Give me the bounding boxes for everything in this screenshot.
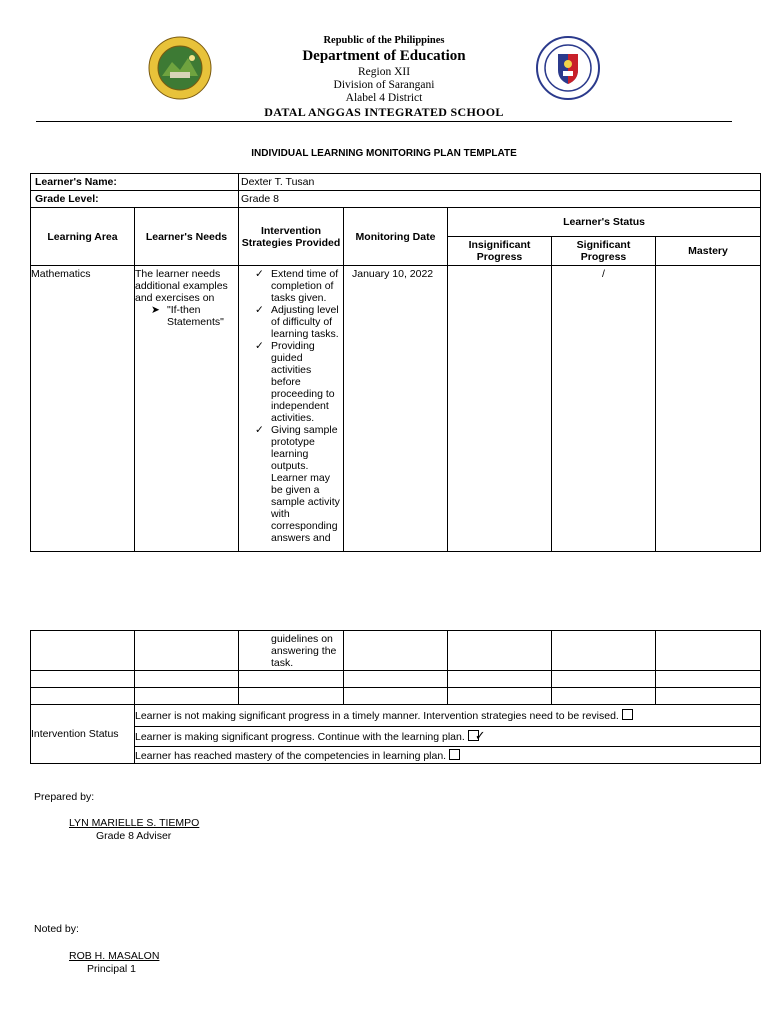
cont-cell bbox=[448, 631, 552, 671]
cont-strategy-cell bbox=[239, 631, 344, 671]
empty-cell bbox=[239, 671, 344, 688]
strategy-item: ✓ Providing guided activities before proceeding to independent activities. bbox=[255, 340, 335, 424]
noted-by-title: Principal 1 bbox=[87, 963, 137, 975]
check-bullet-icon: ✓ bbox=[255, 304, 264, 316]
empty-cell bbox=[239, 688, 344, 705]
cont-cell bbox=[31, 631, 135, 671]
col-significant: Significant Progress bbox=[552, 237, 656, 266]
division-line: Division of Sarangani bbox=[333, 79, 435, 91]
cont-strategy-text: guidelines on answering the task. bbox=[271, 633, 337, 669]
strategies-list bbox=[239, 268, 343, 544]
cont-cell bbox=[552, 631, 656, 671]
mastery-cell bbox=[656, 266, 761, 552]
republic-line: Republic of the Philippines bbox=[323, 35, 445, 46]
region-line: Region XII bbox=[357, 66, 411, 78]
grade-level-label: Grade Level: bbox=[31, 191, 239, 208]
learners-needs-text: The learner needs additional examples and exercises on bbox=[135, 268, 228, 304]
strategy-item: ✓ Adjusting level of difficulty of learning tasks. bbox=[255, 304, 339, 340]
strategies-cell bbox=[239, 266, 344, 552]
learner-name-value: Dexter T. Tusan bbox=[239, 174, 761, 191]
checkbox-mastery[interactable] bbox=[449, 749, 460, 760]
cont-cell bbox=[344, 631, 448, 671]
document-title: INDIVIDUAL LEARNING MONITORING PLAN TEMPLATE bbox=[251, 148, 517, 159]
intervention-status-label: Intervention Status bbox=[31, 705, 135, 764]
empty-cell bbox=[656, 671, 761, 688]
col-learners-status: Learner's Status bbox=[448, 208, 761, 237]
continuation-table bbox=[30, 630, 761, 764]
school-name: DATAL ANGGAS INTEGRATED SCHOOL bbox=[264, 105, 504, 119]
col-learners-needs: Learner's Needs bbox=[135, 208, 239, 266]
empty-cell bbox=[135, 688, 239, 705]
status-option-revise bbox=[135, 705, 761, 727]
needs-bullet: ➤ "If-then Statements" bbox=[151, 304, 224, 328]
empty-cell bbox=[448, 688, 552, 705]
prepared-by-label: Prepared by: bbox=[34, 791, 95, 803]
strategy-item: ✓ Extend time of completion of tasks given. bbox=[255, 268, 339, 304]
status-option-text: Learner is not making significant progress in a timely manner. Intervention strategies need to be revised. bbox=[135, 710, 619, 722]
prepared-by-name: LYN MARIELLE S. TIEMPO bbox=[69, 817, 200, 829]
empty-cell bbox=[448, 671, 552, 688]
insignificant-cell bbox=[448, 266, 552, 552]
empty-cell bbox=[656, 688, 761, 705]
col-intervention: Intervention Strategies Provided bbox=[239, 208, 344, 266]
status-option-mastery bbox=[135, 747, 761, 764]
learning-area-cell bbox=[31, 266, 135, 552]
check-bullet-icon: ✓ bbox=[255, 268, 264, 280]
district-line: Alabel 4 District bbox=[345, 92, 423, 104]
cont-cell bbox=[656, 631, 761, 671]
check-bullet-icon: ✓ bbox=[255, 340, 264, 352]
monitoring-table bbox=[30, 173, 761, 552]
check-mark-icon: ✓ bbox=[474, 728, 486, 743]
status-option-text: Learner is making significant progress. Continue with the learning plan. bbox=[135, 731, 465, 743]
check-bullet-icon: ✓ bbox=[255, 424, 264, 436]
monitoring-date-cell: January 10, 2022 bbox=[344, 266, 448, 552]
col-insignificant: Insignificant Progress bbox=[448, 237, 552, 266]
needs-list bbox=[135, 304, 238, 328]
col-monitoring-date: Monitoring Date bbox=[344, 208, 448, 266]
header-divider bbox=[36, 121, 732, 122]
empty-cell bbox=[552, 688, 656, 705]
col-mastery: Mastery bbox=[656, 237, 761, 266]
cont-cell bbox=[135, 631, 239, 671]
learner-name-label: Learner's Name: bbox=[31, 174, 239, 191]
significant-cell: / bbox=[552, 266, 656, 552]
status-option-continue bbox=[135, 727, 761, 747]
strategy-item: ✓ Giving sample prototype learning outputs. Learner may be given a sample activity with corresponding answers and bbox=[255, 424, 340, 544]
empty-cell bbox=[552, 671, 656, 688]
prepared-by-title: Grade 8 Adviser bbox=[96, 830, 172, 842]
empty-cell bbox=[31, 671, 135, 688]
status-option-text: Learner has reached mastery of the competencies in learning plan. bbox=[135, 749, 447, 762]
learners-needs-cell bbox=[135, 266, 239, 552]
empty-cell bbox=[31, 688, 135, 705]
empty-cell bbox=[135, 671, 239, 688]
grade-level-value: Grade 8 bbox=[239, 191, 761, 208]
arrow-bullet-icon: ➤ bbox=[151, 304, 160, 316]
empty-cell bbox=[344, 688, 448, 705]
noted-by-name: ROB H. MASALON bbox=[69, 950, 160, 962]
empty-cell bbox=[344, 671, 448, 688]
department-line: Department of Education bbox=[302, 48, 466, 64]
checkbox-revise[interactable] bbox=[622, 709, 633, 720]
col-learning-area: Learning Area bbox=[31, 208, 135, 266]
learning-area-value: Mathematics bbox=[31, 268, 91, 280]
noted-by-label: Noted by: bbox=[34, 923, 79, 935]
